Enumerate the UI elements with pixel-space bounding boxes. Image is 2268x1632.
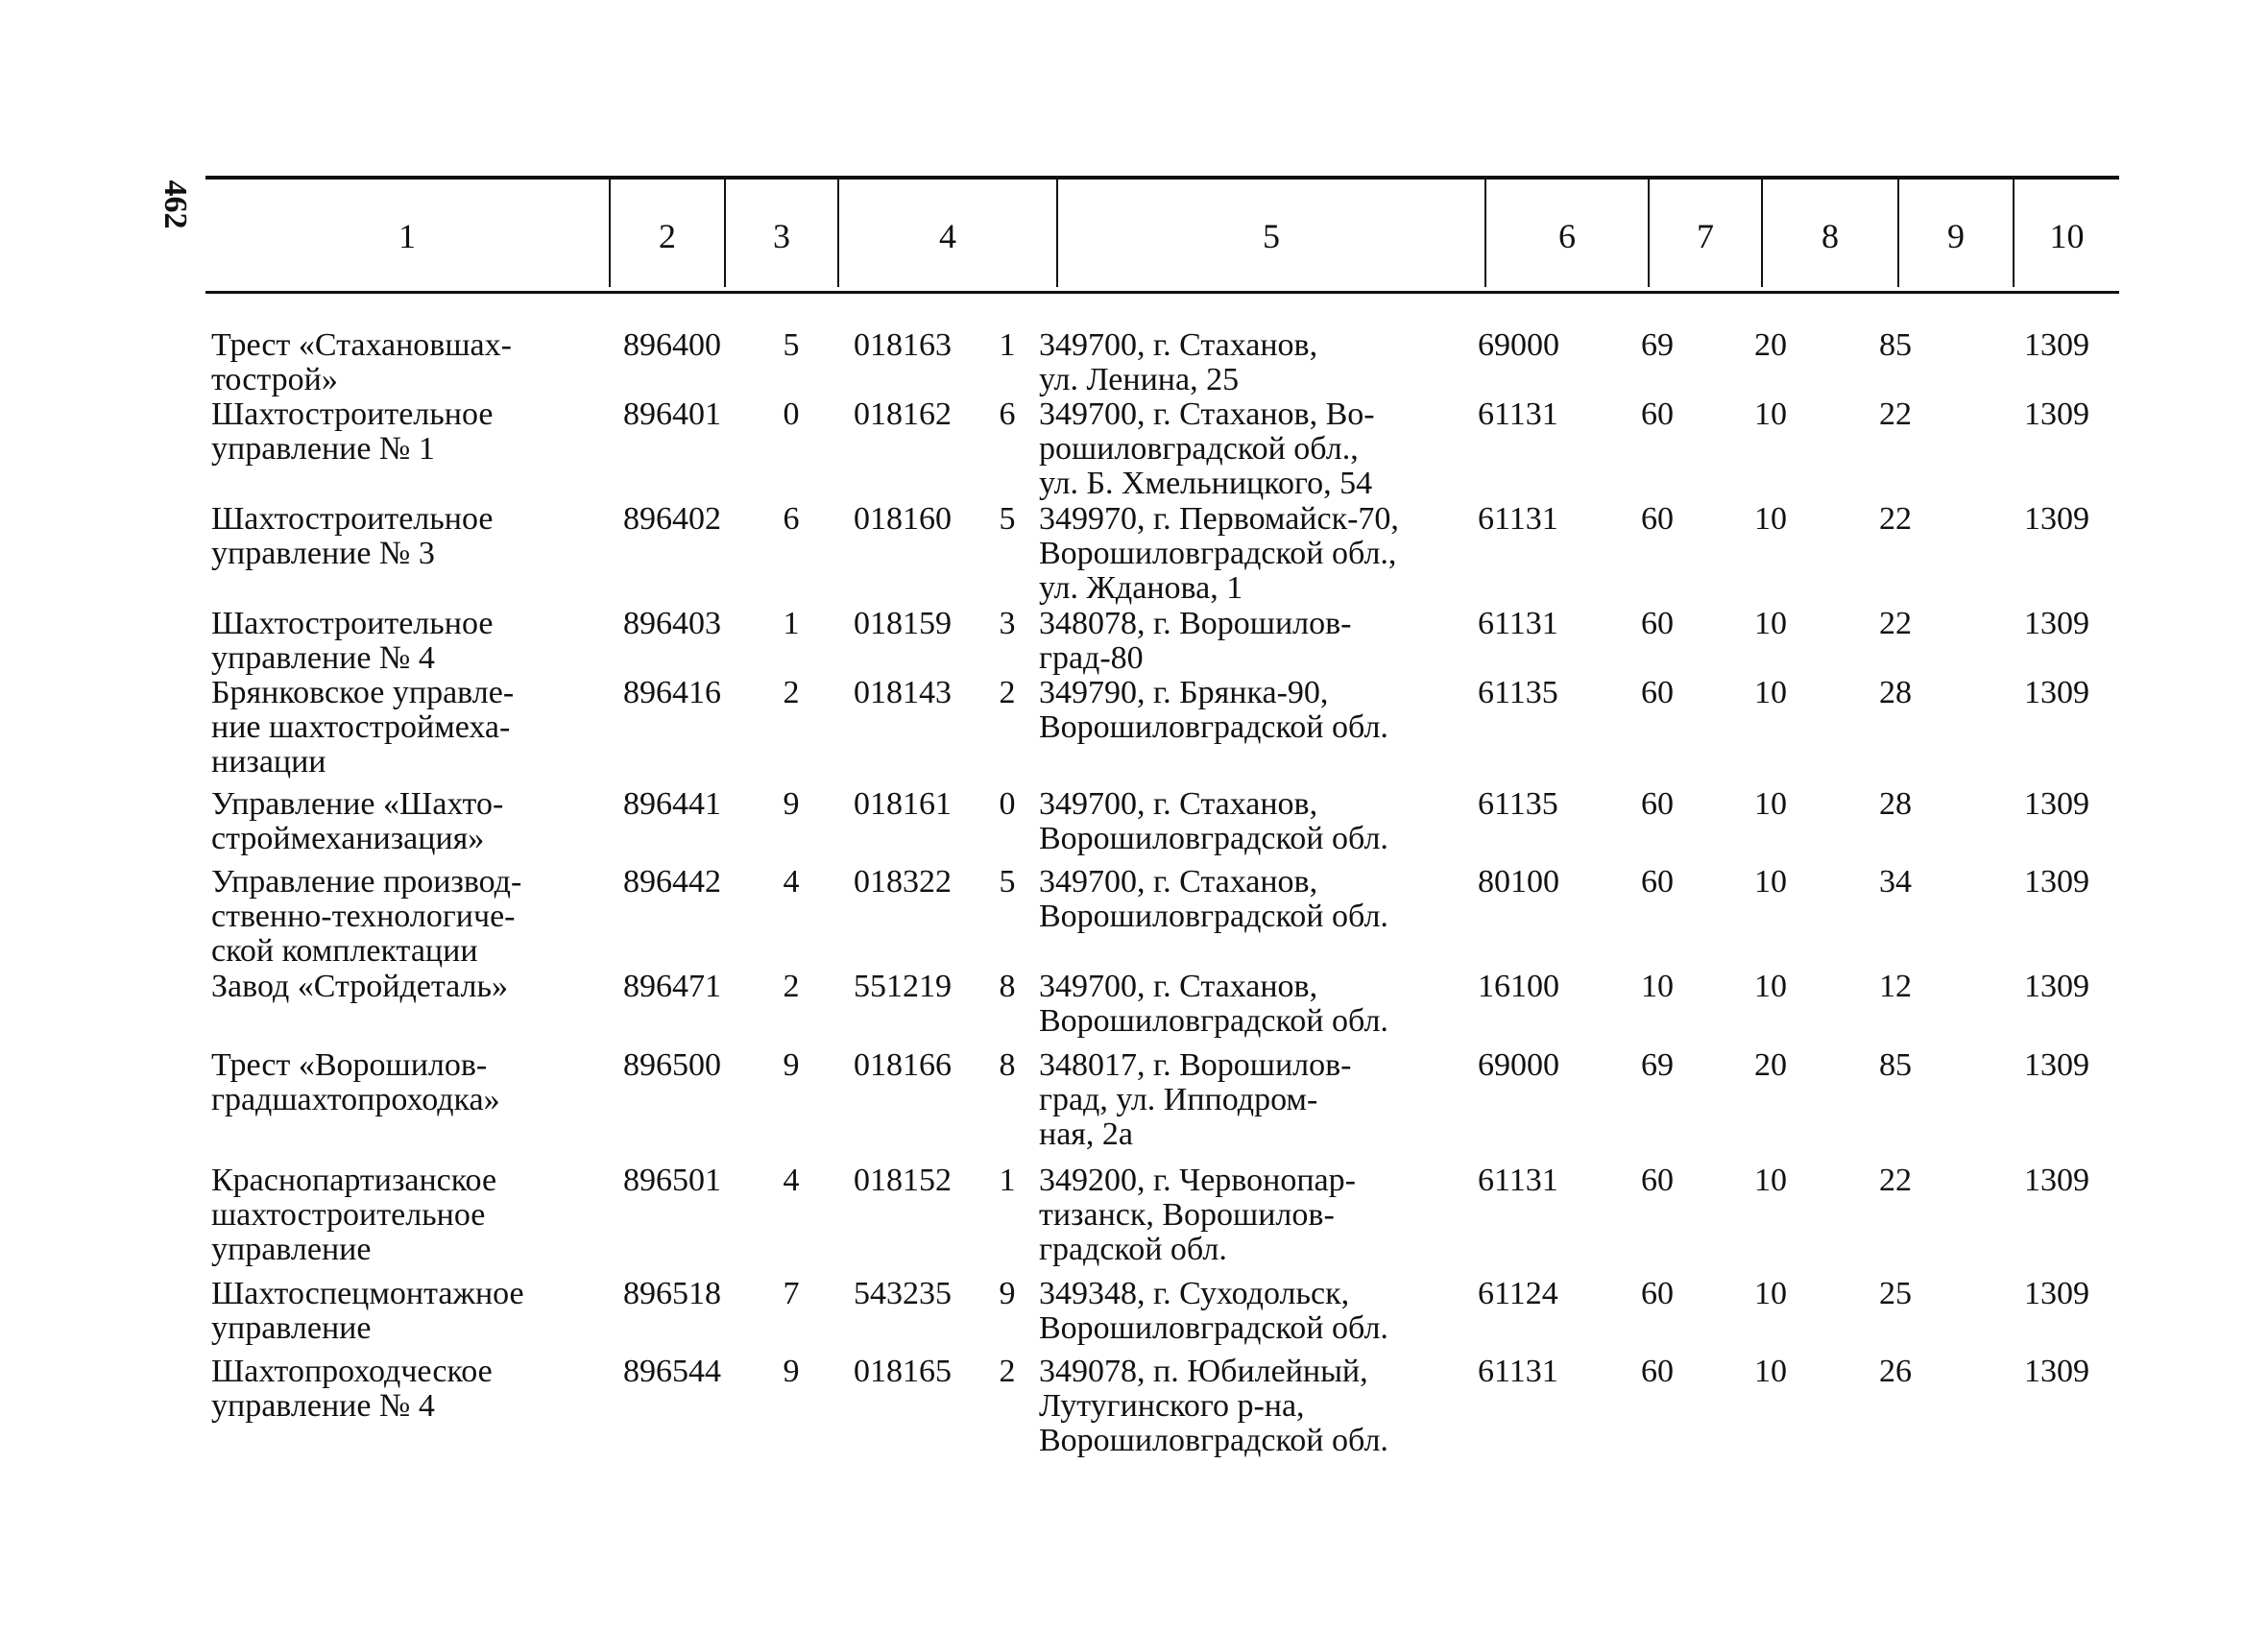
cell-col-6: 16100 — [1478, 969, 1559, 1004]
column-divider — [609, 180, 611, 287]
cell-col-7: 60 — [1641, 501, 1674, 537]
cell-col-8: 10 — [1754, 396, 1787, 432]
cell-col-3: 4 — [783, 1163, 800, 1198]
cell-col-4-check: 1 — [999, 327, 1016, 363]
cell-col-4: 543235 — [854, 1276, 952, 1311]
cell-col-8: 20 — [1754, 327, 1787, 363]
cell-col-4: 018152 — [854, 1163, 952, 1198]
cell-col-7: 60 — [1641, 1354, 1674, 1389]
cell-col-4-check: 5 — [999, 501, 1016, 537]
cell-col-6: 69000 — [1478, 327, 1559, 363]
cell-col-9: 22 — [1879, 606, 1912, 641]
cell-col-4: 018143 — [854, 675, 952, 710]
cell-col-10: 1309 — [2024, 501, 2089, 537]
cell-col-8: 10 — [1754, 864, 1787, 900]
cell-col-3: 7 — [783, 1276, 800, 1311]
column-divider — [2013, 180, 2015, 287]
cell-col-3: 9 — [783, 786, 800, 822]
page-number: 462 — [157, 180, 193, 229]
cell-col-9: 25 — [1879, 1276, 1912, 1311]
cell-col-9: 22 — [1879, 1163, 1912, 1198]
cell-col-3: 9 — [783, 1047, 800, 1083]
address: 349348, г. Суходольск, Ворошиловградской обл. — [1039, 1276, 1388, 1346]
cell-col-3: 0 — [783, 396, 800, 432]
address: 349200, г. Червонопар- тизанск, Ворошилов- градской обл. — [1039, 1163, 1356, 1267]
column-header-9: 9 — [1947, 217, 1965, 255]
cell-col-2: 896400 — [623, 327, 721, 363]
column-header-5: 5 — [1263, 217, 1280, 255]
cell-col-4: 018160 — [854, 501, 952, 537]
cell-col-4: 018165 — [854, 1354, 952, 1389]
address: 349078, п. Юбилейный, Лутугинского р-на, Ворошиловградской обл. — [1039, 1354, 1388, 1458]
cell-col-7: 69 — [1641, 327, 1674, 363]
cell-col-7: 60 — [1641, 675, 1674, 710]
address: 349700, г. Стаханов, Ворошиловградской обл. — [1039, 969, 1388, 1039]
cell-col-6: 61135 — [1478, 786, 1558, 822]
cell-col-10: 1309 — [2024, 1047, 2089, 1083]
cell-col-8: 20 — [1754, 1047, 1787, 1083]
cell-col-2: 896402 — [623, 501, 721, 537]
column-header-10: 10 — [2049, 217, 2085, 255]
column-header-1: 1 — [398, 217, 416, 255]
org-name: Шахтоспецмонтажное управление — [211, 1276, 524, 1346]
cell-col-8: 10 — [1754, 969, 1787, 1004]
cell-col-3: 9 — [783, 1354, 800, 1389]
cell-col-10: 1309 — [2024, 1276, 2089, 1311]
cell-col-4-check: 6 — [999, 396, 1016, 432]
cell-col-7: 69 — [1641, 1047, 1674, 1083]
org-name: Трест «Стахановшах- тострой» — [211, 327, 512, 397]
cell-col-3: 4 — [783, 864, 800, 900]
cell-col-9: 28 — [1879, 786, 1912, 822]
column-divider — [1484, 180, 1486, 287]
cell-col-4-check: 0 — [999, 786, 1016, 822]
cell-col-3: 6 — [783, 501, 800, 537]
org-name: Управление «Шахто- строймеханизация» — [211, 786, 504, 856]
column-header-2: 2 — [659, 217, 676, 255]
cell-col-6: 69000 — [1478, 1047, 1559, 1083]
cell-col-2: 896500 — [623, 1047, 721, 1083]
cell-col-9: 28 — [1879, 675, 1912, 710]
cell-col-2: 896416 — [623, 675, 721, 710]
cell-col-4: 018163 — [854, 327, 952, 363]
address: 349970, г. Первомайск-70, Ворошиловградской обл., ул. Жданова, 1 — [1039, 501, 1399, 606]
cell-col-4-check: 1 — [999, 1163, 1016, 1198]
cell-col-10: 1309 — [2024, 786, 2089, 822]
cell-col-8: 10 — [1754, 1354, 1787, 1389]
cell-col-9: 34 — [1879, 864, 1912, 900]
cell-col-7: 60 — [1641, 864, 1674, 900]
cell-col-2: 896471 — [623, 969, 721, 1004]
cell-col-4-check: 2 — [999, 1354, 1016, 1389]
address: 349700, г. Стаханов, Во- рошиловградской обл., ул. Б. Хмельницкого, 54 — [1039, 396, 1375, 501]
cell-col-9: 85 — [1879, 1047, 1912, 1083]
cell-col-6: 61131 — [1478, 606, 1558, 641]
table-header — [205, 183, 2119, 289]
org-name: Трест «Ворошилов- градшахтопроходка» — [211, 1047, 500, 1117]
cell-col-3: 1 — [783, 606, 800, 641]
column-divider — [1897, 180, 1899, 287]
cell-col-6: 61131 — [1478, 501, 1558, 537]
org-name: Управление производ- ственно-технологиче- ской комплектации — [211, 864, 522, 969]
cell-col-10: 1309 — [2024, 1163, 2089, 1198]
cell-col-9: 85 — [1879, 327, 1912, 363]
cell-col-7: 60 — [1641, 1163, 1674, 1198]
cell-col-8: 10 — [1754, 1163, 1787, 1198]
column-divider — [1761, 180, 1763, 287]
cell-col-3: 5 — [783, 327, 800, 363]
cell-col-2: 896441 — [623, 786, 721, 822]
cell-col-3: 2 — [783, 675, 800, 710]
column-divider — [724, 180, 726, 287]
cell-col-10: 1309 — [2024, 675, 2089, 710]
cell-col-10: 1309 — [2024, 606, 2089, 641]
cell-col-6: 61131 — [1478, 1163, 1558, 1198]
cell-col-7: 60 — [1641, 396, 1674, 432]
cell-col-10: 1309 — [2024, 327, 2089, 363]
cell-col-10: 1309 — [2024, 969, 2089, 1004]
address: 348017, г. Ворошилов- град, ул. Ипподром- ная, 2а — [1039, 1047, 1352, 1152]
cell-col-10: 1309 — [2024, 1354, 2089, 1389]
org-name: Завод «Стройдеталь» — [211, 969, 508, 1004]
cell-col-6: 61131 — [1478, 396, 1558, 432]
column-divider — [1056, 180, 1058, 287]
cell-col-4-check: 2 — [999, 675, 1016, 710]
cell-col-4-check: 8 — [999, 1047, 1016, 1083]
address: 348078, г. Ворошилов- град-80 — [1039, 606, 1352, 676]
column-header-7: 7 — [1697, 217, 1714, 255]
cell-col-4: 018159 — [854, 606, 952, 641]
cell-col-10: 1309 — [2024, 864, 2089, 900]
column-divider — [1648, 180, 1650, 287]
cell-col-8: 10 — [1754, 786, 1787, 822]
cell-col-6: 80100 — [1478, 864, 1559, 900]
table-top-rule — [205, 176, 2119, 180]
address: 349700, г. Стаханов, Ворошиловградской обл. — [1039, 864, 1388, 934]
cell-col-2: 896442 — [623, 864, 721, 900]
address: 349700, г. Стаханов, Ворошиловградской обл. — [1039, 786, 1388, 856]
cell-col-8: 10 — [1754, 606, 1787, 641]
org-name: Шахтостроительное управление № 4 — [211, 606, 494, 676]
column-header-8: 8 — [1822, 217, 1839, 255]
cell-col-4: 018162 — [854, 396, 952, 432]
cell-col-6: 61135 — [1478, 675, 1558, 710]
cell-col-2: 896401 — [623, 396, 721, 432]
column-header-4: 4 — [939, 217, 956, 255]
column-header-6: 6 — [1558, 217, 1576, 255]
org-name: Брянковское управле- ние шахтостроймеха- низации — [211, 675, 515, 780]
column-divider — [837, 180, 839, 287]
org-name: Шахтопроходческое управление № 4 — [211, 1354, 493, 1424]
cell-col-4-check: 3 — [999, 606, 1016, 641]
column-header-3: 3 — [773, 217, 790, 255]
cell-col-4: 018166 — [854, 1047, 952, 1083]
cell-col-2: 896501 — [623, 1163, 721, 1198]
cell-col-9: 22 — [1879, 501, 1912, 537]
cell-col-9: 12 — [1879, 969, 1912, 1004]
cell-col-2: 896518 — [623, 1276, 721, 1311]
cell-col-6: 61124 — [1478, 1276, 1558, 1311]
cell-col-4: 018161 — [854, 786, 952, 822]
cell-col-7: 60 — [1641, 1276, 1674, 1311]
cell-col-4: 551219 — [854, 969, 952, 1004]
cell-col-4-check: 9 — [999, 1276, 1016, 1311]
table-header-rule — [205, 291, 2119, 294]
cell-col-10: 1309 — [2024, 396, 2089, 432]
org-name: Шахтостроительное управление № 3 — [211, 501, 494, 571]
cell-col-7: 60 — [1641, 606, 1674, 641]
cell-col-7: 60 — [1641, 786, 1674, 822]
cell-col-8: 10 — [1754, 1276, 1787, 1311]
cell-col-7: 10 — [1641, 969, 1674, 1004]
cell-col-6: 61131 — [1478, 1354, 1558, 1389]
cell-col-4-check: 8 — [999, 969, 1016, 1004]
cell-col-9: 22 — [1879, 396, 1912, 432]
org-name: Краснопартизанское шахтостроительное управление — [211, 1163, 497, 1267]
cell-col-4-check: 5 — [999, 864, 1016, 900]
cell-col-8: 10 — [1754, 501, 1787, 537]
cell-col-8: 10 — [1754, 675, 1787, 710]
cell-col-2: 896544 — [623, 1354, 721, 1389]
cell-col-2: 896403 — [623, 606, 721, 641]
cell-col-9: 26 — [1879, 1354, 1912, 1389]
org-name: Шахтостроительное управление № 1 — [211, 396, 494, 467]
cell-col-4: 018322 — [854, 864, 952, 900]
address: 349700, г. Стаханов, ул. Ленина, 25 — [1039, 327, 1318, 397]
address: 349790, г. Брянка-90, Ворошиловградской обл. — [1039, 675, 1388, 745]
cell-col-3: 2 — [783, 969, 800, 1004]
